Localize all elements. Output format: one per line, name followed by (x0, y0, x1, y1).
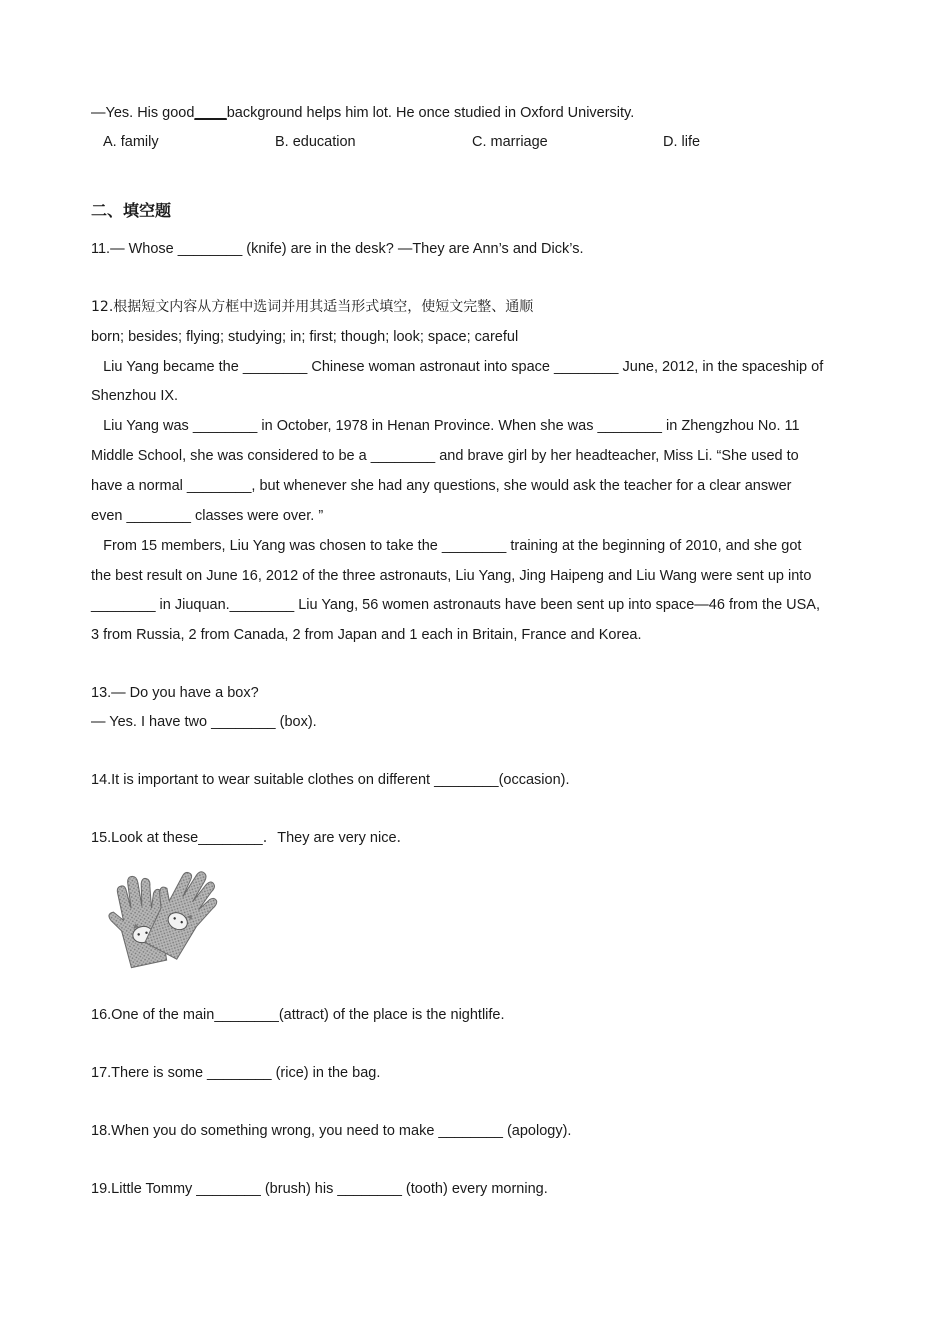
question-18: 18.When you do something wrong, you need to make ________ (apology). (91, 1123, 572, 1139)
answer-blank: ____ (194, 105, 227, 121)
word-box: born; besides; flying; studying; in; first; though; look; space; careful (91, 329, 519, 345)
passage-line: Liu Yang was ________ in October, 1978 in Henan Province. When she was ________ in Zhengzhou No. 11 (91, 418, 800, 434)
question-15: 15.Look at these________．They are very nice． (91, 830, 412, 846)
question-14: 14.It is important to wear suitable clothes on different ________(occasion). (91, 772, 570, 788)
passage-line: 3 from Russia, 2 from Canada, 2 from Japan and 1 each in Britain, France and Korea. (91, 627, 642, 643)
gloves-picture (104, 866, 220, 970)
passage-line: ________ in Jiuquan.________ Liu Yang, 56 women astronauts have been sent up into space—46 from the USA, (91, 597, 821, 613)
prev-question-answer (91, 103, 634, 123)
question-17: 17.There is some ________ (rice) in the bag. (91, 1065, 381, 1081)
passage-line: Liu Yang became the ________ Chinese woman astronaut into space ________ June, 2012, in the spaceship of (91, 359, 824, 375)
answer-text-before: —Yes. His good (91, 105, 195, 121)
passage-line: have a normal ________, but whenever she had any questions, she would ask the teacher for a clear answer (91, 478, 792, 494)
question-16: 16.One of the main________(attract) of the place is the nightlife. (91, 1007, 505, 1023)
option-d: D. life (663, 134, 701, 150)
question-19: 19.Little Tommy ________ (brush) his ________ (tooth) every morning. (91, 1181, 548, 1197)
question-12-instruction: 12.根据短文内容从方框中选词并用其适当形式填空，使短文完整、通顺 (91, 299, 534, 315)
option-b: B. education (275, 134, 356, 150)
passage-line: even ________ classes were over. ” (91, 508, 324, 524)
passage-line: the best result on June 16, 2012 of the three astronauts, Liu Yang, Jing Haipeng and Liu Wang were sent up into (91, 568, 812, 584)
passage-line: From 15 members, Liu Yang was chosen to take the ________ training at the beginning of 2010, and she got (91, 538, 802, 554)
option-a: A. family (103, 134, 159, 150)
option-c: C. marriage (472, 134, 548, 150)
question-11: 11.— Whose ________ (knife) are in the desk? —They are Ann’s and Dick’s. (91, 241, 584, 257)
passage-line: Shenzhou IX. (91, 388, 179, 404)
section-heading: 二、填空题 (91, 201, 172, 220)
question-13-answer: — Yes. I have two ________ (box). (91, 714, 317, 730)
question-13-prompt: 13.— Do you have a box? (91, 685, 259, 701)
answer-text-after: background helps him lot. He once studied in Oxford University. (226, 105, 635, 121)
passage-line: Middle School, she was considered to be a ________ and brave girl by her headteacher, Miss Li. “She used to (91, 448, 799, 464)
